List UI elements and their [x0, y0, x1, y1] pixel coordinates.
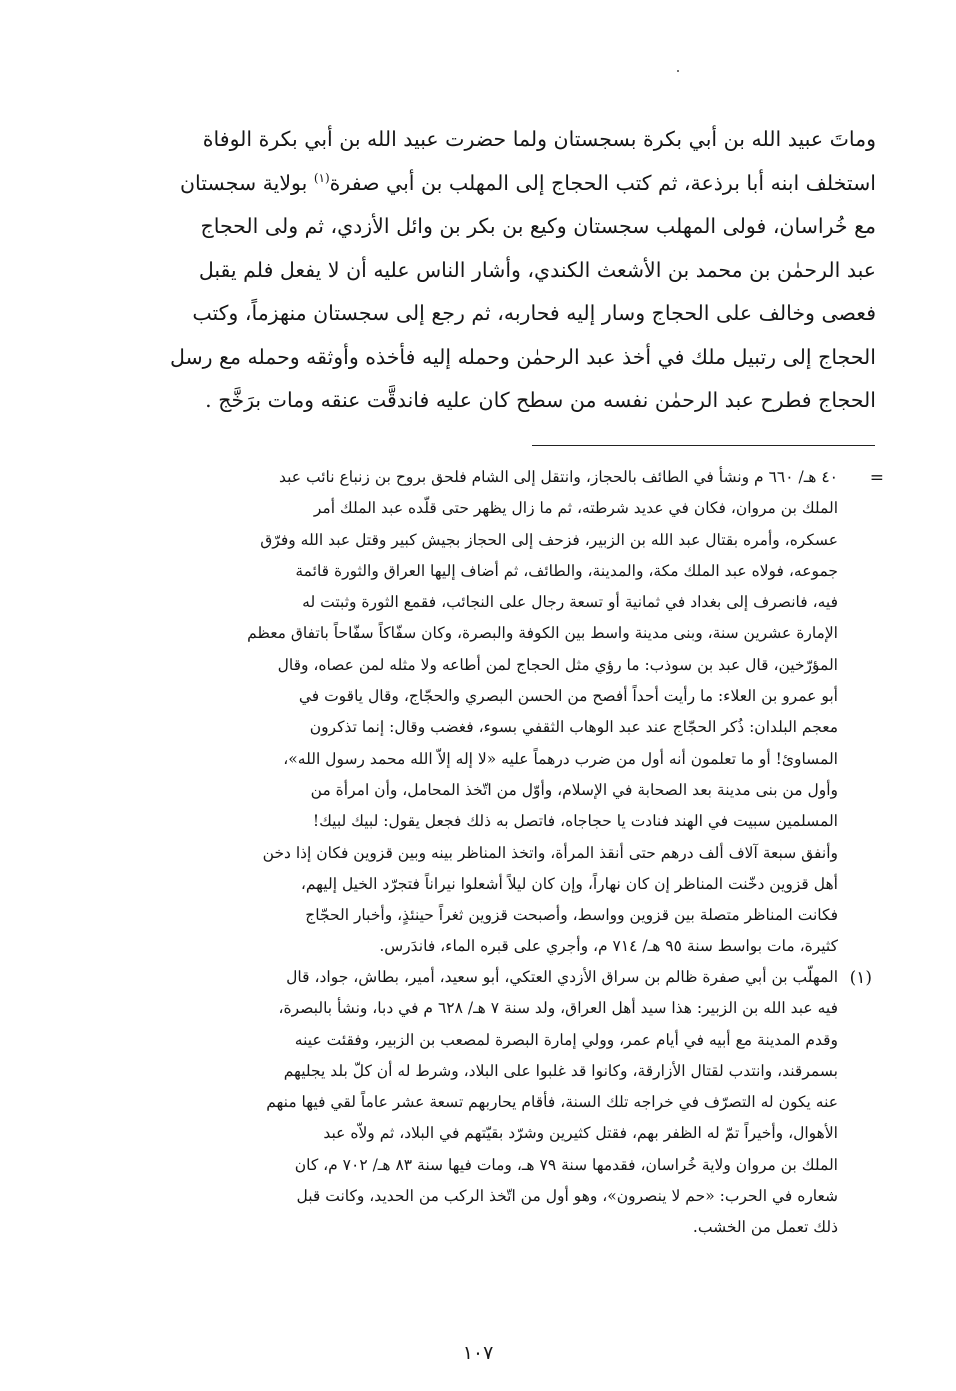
footnote-continuation-marker: = — [869, 468, 884, 488]
main-line: عبد الرحمٰن بن محمد بن الأشعث الكندي، وأشار الناس عليه أن لا يفعل فلم يقبل — [198, 257, 876, 282]
footnote-line: المساوئ! أو ما تعلمون أنه أول من ضرب درهماً عليه «لا إله إلاّ الله محمد رسول الله»، — [283, 749, 838, 768]
page-number: ١٠٧ — [462, 1342, 494, 1364]
footnote-line: فكانت المناظر متصلة بين قزوين وواسط، وأصبحت قزوين ثغراً حينئذٍ، وأخبار الحجّاج — [305, 906, 838, 925]
main-line-text: بولاية سجستان — [179, 170, 314, 195]
footnote-line: الأهوال، وأخيراً تمّ له الظفر بهم، فقتل كثيرين وشرّد بقيّتهم في البلاد، ثم ولاّه عبد — [323, 1124, 838, 1143]
footnote-line: المهلّب بن أبي صفرة ظالم بن سراق الأزدي العتكي، أبو سعيد، أمير، بطاش، جواد، قال — [286, 968, 838, 986]
footnote-line: الملك بن مروان ولاية خُراسان، فقدمها سنة ٧٩ هـ، ومات فيها سنة ٨٣ هـ/ ٧٠٢ م، كان — [294, 1155, 838, 1174]
footnote-line: بسمرقند، وانتدب لقتال الأزارقة، وكانوا قد غلبوا على البلاد، وشرط له أن كلّ بلد يجليهم — [283, 1061, 838, 1080]
footnote-line: شعاره في الحرب: «حم لا ينصرون»، وهو أول من اتّخذ الركب من الحديد، وكانت قبل — [296, 1187, 838, 1206]
main-line: الحجاج إلى رتبيل ملك في أخذ عبد الرحمٰن وحمله إليه فأخذه وأوثقه وحمله مع رسل — [169, 344, 876, 369]
footnote-divider — [532, 445, 875, 446]
main-line: وماتَ عبيد الله بن أبي بكرة بسجستان ولما حضرت عبيد الله بن أبي بكرة الوفاة — [202, 127, 876, 151]
footnote-line: المسلمين سبيت في الهند فنادت يا حجاجاه، فاتصل به ذلك فجعل يقول: لبيك لبيك! — [312, 812, 838, 831]
footnote-line: فيه عبد الله بن الزبير: هذا سيد أهل العراق، ولد سنة ٧ هـ/ ٦٢٨ م في دبا، ونشأ بالبصرة، — [278, 999, 838, 1018]
footnote-continuation — [118, 462, 838, 963]
footnote-1-marker: (١) — [849, 968, 872, 988]
main-text — [120, 118, 876, 423]
footnote-line: وأول من بنى مدينة بعد الصحابة في الإسلام، وأوّل من اتّخذ المحامل، وأن امرأة من — [310, 780, 838, 799]
footnote-line: كثيرة، مات بواسط سنة ٩٥ هـ/ ٧١٤ م، وأجري على قبره الماء، فاندَرس. — [379, 937, 838, 956]
main-line-text: استخلف ابنه أبا برذعة، ثم كتب الحجاج إلى المهلب بن أبي صفرة — [329, 170, 876, 195]
footnote-line: الملك بن مروان، فكان في عديد شرطته، ثم ما زال يظهر حتى قلّده عبد الملك أمر — [313, 499, 838, 518]
footnote-line: عنه يكون له التصرّف في خراجه تلك السنة، فأقام يحاربهم تسعة عشر عاماً لقي فيها منهم — [266, 1093, 838, 1112]
footnote-line: المؤرّخين، قال عبد بن سوذب: ما رؤي مثل الحجاج لمن أطاعه ولا مثله لمن عصاه، وقال — [277, 655, 838, 674]
footnote-line: أهل قزوين دخّنت المناظر إن كان نهاراً، وإن كان ليلاً أشعلوا نيراناً فتجرّد الخيل إليهم، — [300, 874, 838, 893]
footnote-line: ذلك تعمل من الخشب. — [692, 1218, 838, 1237]
footnote-line: عسكره، وأمره بقتال عبد الله بن الزبير، فزحف إلى الحجاز بجيش كبير وقتل عبد الله وفرّق — [260, 530, 838, 549]
main-line: الحجاج فطرح عبد الرحمٰن نفسه من سطح كان عليه فاندقَّت عنقه ومات برَخَّج . — [205, 388, 876, 412]
main-line: مع خُراسان، فولى المهلب سجستان وكيع بن بكر بن وائل الأزدي، ثم ولى الحجاج — [200, 214, 876, 238]
scan-speck — [677, 70, 679, 72]
footnote-line: ٤٠ هـ/ ٦٦٠ م ونشأ في الطائف بالحجاز، وانتقل إلى الشام فلحق بروح بن زنباع نائب عبد — [278, 468, 838, 486]
footnote-line: أبو عمرو بن العلاء: ما رأيت أحداً أفصح من الحسن البصري والحجّاج، وقال ياقوت في — [298, 687, 838, 706]
footnote-line: الإمارة عشرين سنة، وبنى مدينة واسط بين الكوفة والبصرة، وكان سفّاكاً سفّاحاً باتفاق معظم — [247, 624, 838, 643]
main-line: فعصى وخالف على الحجاج وسار إليه فحاربه، ثم رجع إلى سجستان منهزماً، وكتب — [192, 301, 876, 325]
main-line — [120, 162, 876, 206]
footnote-line: وقدم المدينة مع أبيه في أيام عمر، وولي إمارة البصرة لمصعب بن الزبير، وفقئت عينه — [294, 1030, 838, 1049]
footnote-line: فيه، فانصرف إلى بغداد في ثمانية أو تسعة رجال على النجائب، فقمع الثورة وثبتت له — [302, 593, 838, 612]
footnote-1 — [118, 962, 838, 1244]
footnote-reference[interactable]: (١) — [313, 170, 330, 185]
footnote-line: وأنفق سبعة آلاف ألف درهم حتى أنقذ المرأة، واتخذ المناظر بينه وبين قزوين فكان إذا دخن — [262, 843, 838, 862]
footnote-line: جموعه، فولاه عبد الملك مكة، والمدينة، والطائف، ثم أضاف إليها العراق والثورة قائمة — [295, 561, 838, 580]
footnote-line: معجم البلدان: ذُكر الحجّاج عند عبد الوهاب الثقفي بسوء، فغضب وقال: إنما تذكرون — [309, 718, 838, 737]
